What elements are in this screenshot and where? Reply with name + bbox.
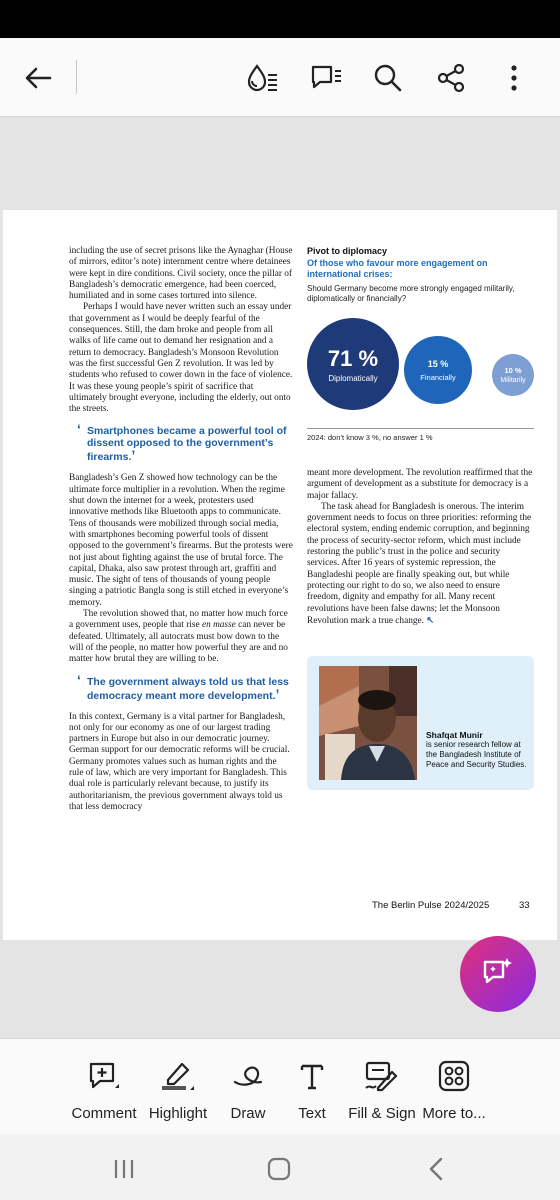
bubble-militarily xyxy=(492,354,534,396)
paragraph: meant more development. The revolution reaffirmed that the argument of development as a substitute for democracy is a major fallacy. xyxy=(307,468,533,501)
back-arrow-icon[interactable] xyxy=(18,58,58,98)
document-page xyxy=(3,210,557,940)
chart-subtitle: Of those who favour more engagement on international crises: xyxy=(307,258,488,279)
share-icon[interactable] xyxy=(431,58,471,98)
bottom-toolbar xyxy=(0,1038,560,1135)
paragraph: Bangladesh’s Gen Z showed how technology can be the ultimate force multiplier in a revolution. When the regime shut down the internet for a week, protesters used innovative methods like Bluetooth apps to communicate. Tens of thousands were mobilized through social media, with smartphones becoming powerful tools of dissent opposed to the government’s firearms. But the protests were not just about fighting against the use of brutal force. The capital, Dhaka, also saw protest through art, graffiti and music. The sight of tens of thousands of young people singing a patriotic Bangla song is still etched in everyone’s memory. xyxy=(69,473,293,608)
author-name: Shafqat Munir xyxy=(426,730,483,740)
bubble-label: Militarily xyxy=(500,377,526,384)
author-bio: is senior research fellow at the Bangladesh Institute of Peace and Security Studies. xyxy=(426,740,527,769)
pull-quote xyxy=(77,671,293,702)
author-box xyxy=(307,656,534,790)
bubble-value: 71 % xyxy=(327,345,379,371)
page-number: 33 xyxy=(519,900,530,911)
highlight-tool[interactable] xyxy=(146,1059,210,1129)
bubble-financially xyxy=(404,336,472,404)
bubble-label: Diplomatically xyxy=(328,373,378,383)
ai-assistant-icon xyxy=(481,956,515,993)
paragraph-text: The task ahead for Bangladesh is onerous. The interim government needs to focus on three priorities: reforming the electoral system, ending endemic corruption, and beginning the process of security-sector reform, which must include restoring the public’s trust in the police and security services. After 16 years of systemic repression, the Bangladeshi people are finally speaking out, but while protecting our right to do so, we also need to ensure freedom, dignity and empathy for all. Many recent revolutions have been false dawns; let the Monsoon Revolution mark a true change. xyxy=(307,501,532,626)
comment-tool[interactable] xyxy=(70,1059,138,1129)
quote-mark-icon: ’ xyxy=(275,685,280,702)
tool-label: Text xyxy=(298,1105,326,1122)
chart-footnote: 2024: don’t know 3 %, no answer 1 % xyxy=(307,433,433,442)
draw-tool[interactable] xyxy=(226,1059,270,1129)
paragraph: including the use of secret prisons like the Aynaghar (House of mirrors, editor’s note) internment centre where detainees were kept in dire conditions. Civil society, once the pillar of Bangladesh’s democratic emergence, had been coerced, humiliated and in some cases tortured into silence. xyxy=(69,246,293,302)
text-tool[interactable] xyxy=(294,1059,330,1129)
tool-label: Highlight xyxy=(148,1105,208,1122)
pull-quote xyxy=(77,421,293,464)
tool-label: Comment xyxy=(71,1105,137,1122)
home-icon[interactable] xyxy=(259,1154,299,1184)
author-photo xyxy=(319,666,417,780)
bubble-diplomatically xyxy=(307,318,399,410)
comment-list-icon[interactable] xyxy=(306,58,346,98)
back-icon[interactable] xyxy=(416,1154,456,1184)
bubble-value: 10 % xyxy=(504,366,522,375)
paragraph xyxy=(307,502,533,627)
page-footer-publication: The Berlin Pulse 2024/2025 xyxy=(372,900,490,911)
chart-divider xyxy=(307,428,534,429)
paragraph-text: can never be defeated. Ultimately, all autocrats must bow down to the will of the people, no matter how powerful they are and no matter how brutal they are willing to be. xyxy=(69,620,288,665)
paragraph-emphasis: en masse xyxy=(201,620,236,631)
paragraph: Perhaps I would have never written such an essay under that government as I would be deeply fearful of the consequences. Still, the dam broke and people from all walks of life came out to demand her resignation and a return to democracy. Bangladesh’s Monsoon Revolution was the first successful Gen Z revolution. It was led by students who refused to cower down in the face of violence. It was these young people’s spirit of sacrifice that ultimately brought everyone, including the elderly, out onto the streets. xyxy=(69,302,293,415)
tool-label: Fill & Sign xyxy=(348,1105,416,1122)
recents-icon[interactable] xyxy=(104,1154,144,1184)
comment-add-icon xyxy=(70,1059,138,1093)
ai-assistant-button[interactable] xyxy=(460,936,536,1012)
paragraph xyxy=(69,609,293,665)
bubble-chart xyxy=(307,312,534,424)
paragraph: In this context, Germany is a vital partner for Bangladesh, not only for our economy as one of our largest trading partners in Europe but also in our democratic journey. German support for our democratic reforms will be crucial. Germany promotes values such as human rights and the rule of law, which are very important for Bangladesh. This dual role is particularly relevant because, to justify its authoritarianism, the previous government always told us that less democracy xyxy=(69,711,290,812)
end-mark-icon: ↖ xyxy=(426,614,435,625)
draw-icon xyxy=(226,1059,270,1093)
chart-title: Pivot to diplomacy xyxy=(307,246,388,256)
pull-quote-text: Smartphones became a powerful tool of dissent opposed to the government’s firearms. xyxy=(87,425,287,464)
chart-panel xyxy=(307,246,534,442)
search-icon[interactable] xyxy=(368,58,408,98)
quote-mark-icon: ’ xyxy=(131,447,136,464)
quote-mark-icon: ‘ xyxy=(77,421,81,438)
author-info xyxy=(426,730,530,770)
read-aloud-icon[interactable] xyxy=(242,58,282,98)
bubble-label: Financially xyxy=(420,372,456,382)
status-bar xyxy=(0,0,560,38)
top-toolbar xyxy=(0,38,560,117)
tool-label: More to... xyxy=(422,1105,486,1122)
fill-sign-icon xyxy=(348,1059,416,1093)
highlighter-icon xyxy=(146,1059,210,1093)
chart-question: Should Germany become more strongly engaged militarily, diplomatically or financially? xyxy=(307,284,515,303)
more-tools[interactable] xyxy=(420,1059,488,1129)
fill-sign-tool[interactable] xyxy=(348,1059,416,1129)
pull-quote-text: The government always told us that less democracy meant more development. xyxy=(87,675,289,702)
more-vertical-icon[interactable] xyxy=(494,58,534,98)
system-nav-bar xyxy=(0,1134,560,1200)
article-right-column xyxy=(307,468,533,627)
paragraph-text: The revolution showed that, no matter how much force a government uses, people that rise xyxy=(69,609,288,631)
quote-mark-icon: ‘ xyxy=(77,671,81,688)
text-icon xyxy=(294,1059,330,1093)
tool-label: Draw xyxy=(230,1105,266,1122)
article-left-column xyxy=(69,246,293,813)
more-tools-icon xyxy=(420,1059,488,1093)
toolbar-divider xyxy=(76,60,77,94)
bubble-value: 15 % xyxy=(427,358,449,369)
